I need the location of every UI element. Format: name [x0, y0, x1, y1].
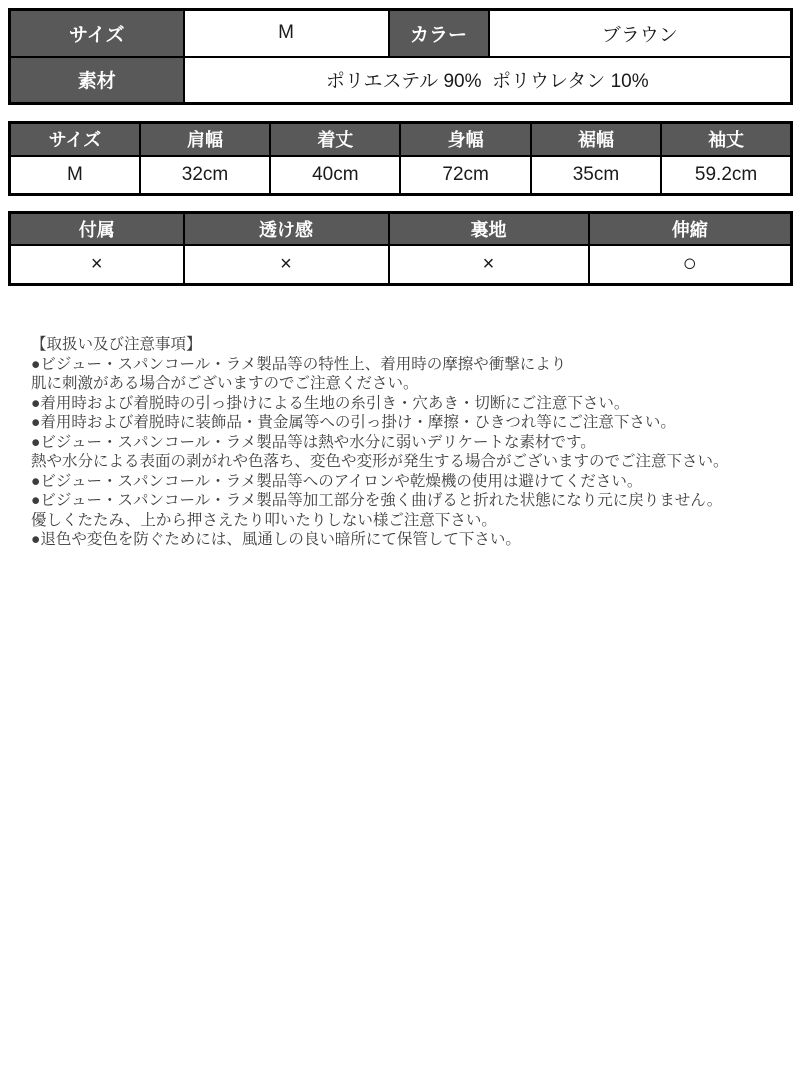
feature-value-sheer: × [184, 245, 389, 285]
feature-header-sheer: 透け感 [184, 213, 389, 245]
measure-value-bust: 72cm [400, 156, 530, 195]
notice-line: ●着用時および着脱時の引っ掛けによる生地の糸引き・穴あき・切断にご注意下さい。 [31, 394, 630, 412]
notice-title: 【取扱い及び注意事項】 [31, 336, 202, 353]
notice-line: 肌に刺激がある場合がございますのでご注意ください。 [31, 375, 419, 392]
handling-notice [31, 335, 783, 550]
notice-line: ●ビジュー・スパンコール・ラメ製品等の特性上、着用時の摩擦や衝撃により [31, 355, 567, 373]
measure-value-shoulder: 32cm [140, 156, 270, 195]
measure-header-length: 着丈 [270, 123, 400, 156]
summary-row-material [10, 57, 792, 104]
measure-header-size: サイズ [10, 123, 140, 156]
measure-header-hem: 裾幅 [531, 123, 661, 156]
color-label-cell: カラー [389, 10, 489, 57]
feature-header-accessory: 付属 [10, 213, 184, 245]
material-label-cell: 素材 [10, 57, 184, 104]
notice-line: ●退色や変色を防ぐためには、風通しの良い暗所にて保管して下さい。 [31, 531, 521, 548]
color-value-cell: ブラウン [489, 10, 792, 57]
features-value-row [10, 245, 792, 285]
feature-value-accessory: × [10, 245, 184, 285]
notice-line: ●ビジュー・スパンコール・ラメ製品等加工部分を強く曲げると折れた状態になり元に戻りません。 [31, 492, 723, 509]
measure-value-length: 40cm [270, 156, 400, 195]
measurements-value-row [10, 156, 792, 195]
feature-header-stretch: 伸縮 [589, 213, 792, 245]
notice-line: ●着用時および着脱時に装飾品・貴金属等への引っ掛け・摩擦・ひきつれ等にご注意下さい。 [31, 414, 676, 431]
measure-header-shoulder: 肩幅 [140, 123, 270, 156]
measure-value-hem: 35cm [531, 156, 661, 195]
measure-header-bust: 身幅 [400, 123, 530, 156]
size-value-cell: M [184, 10, 389, 57]
size-label-cell: サイズ [10, 10, 184, 57]
notice-line: ●ビジュー・スパンコール・ラメ製品等は熱や水分に弱いデリケートな素材です。 [31, 433, 596, 451]
measurements-table [8, 121, 793, 196]
measure-value-size: M [10, 156, 140, 195]
notice-line: ●ビジュー・スパンコール・ラメ製品等へのアイロンや乾燥機の使用は避けてください。 [31, 472, 643, 490]
feature-header-lining: 裏地 [389, 213, 589, 245]
product-summary-table [8, 8, 793, 105]
measure-value-sleeve: 59.2cm [661, 156, 791, 195]
summary-row-size-color [10, 10, 792, 57]
features-table [8, 211, 793, 286]
material-value-cell: ポリエステル 90% ポリウレタン 10% [184, 57, 792, 104]
features-header-row [10, 213, 792, 245]
notice-line: 熱や水分による表面の剥がれや色落ち、変色や変形が発生する場合がございますのでご注意下さい。 [31, 453, 729, 470]
feature-value-lining: × [389, 245, 589, 285]
measurements-header-row [10, 123, 792, 156]
notice-line: 優しくたたみ、上から押さえたり叩いたりしない様ご注意下さい。 [31, 511, 497, 529]
feature-value-stretch: ○ [589, 245, 792, 285]
measure-header-sleeve: 袖丈 [661, 123, 791, 156]
